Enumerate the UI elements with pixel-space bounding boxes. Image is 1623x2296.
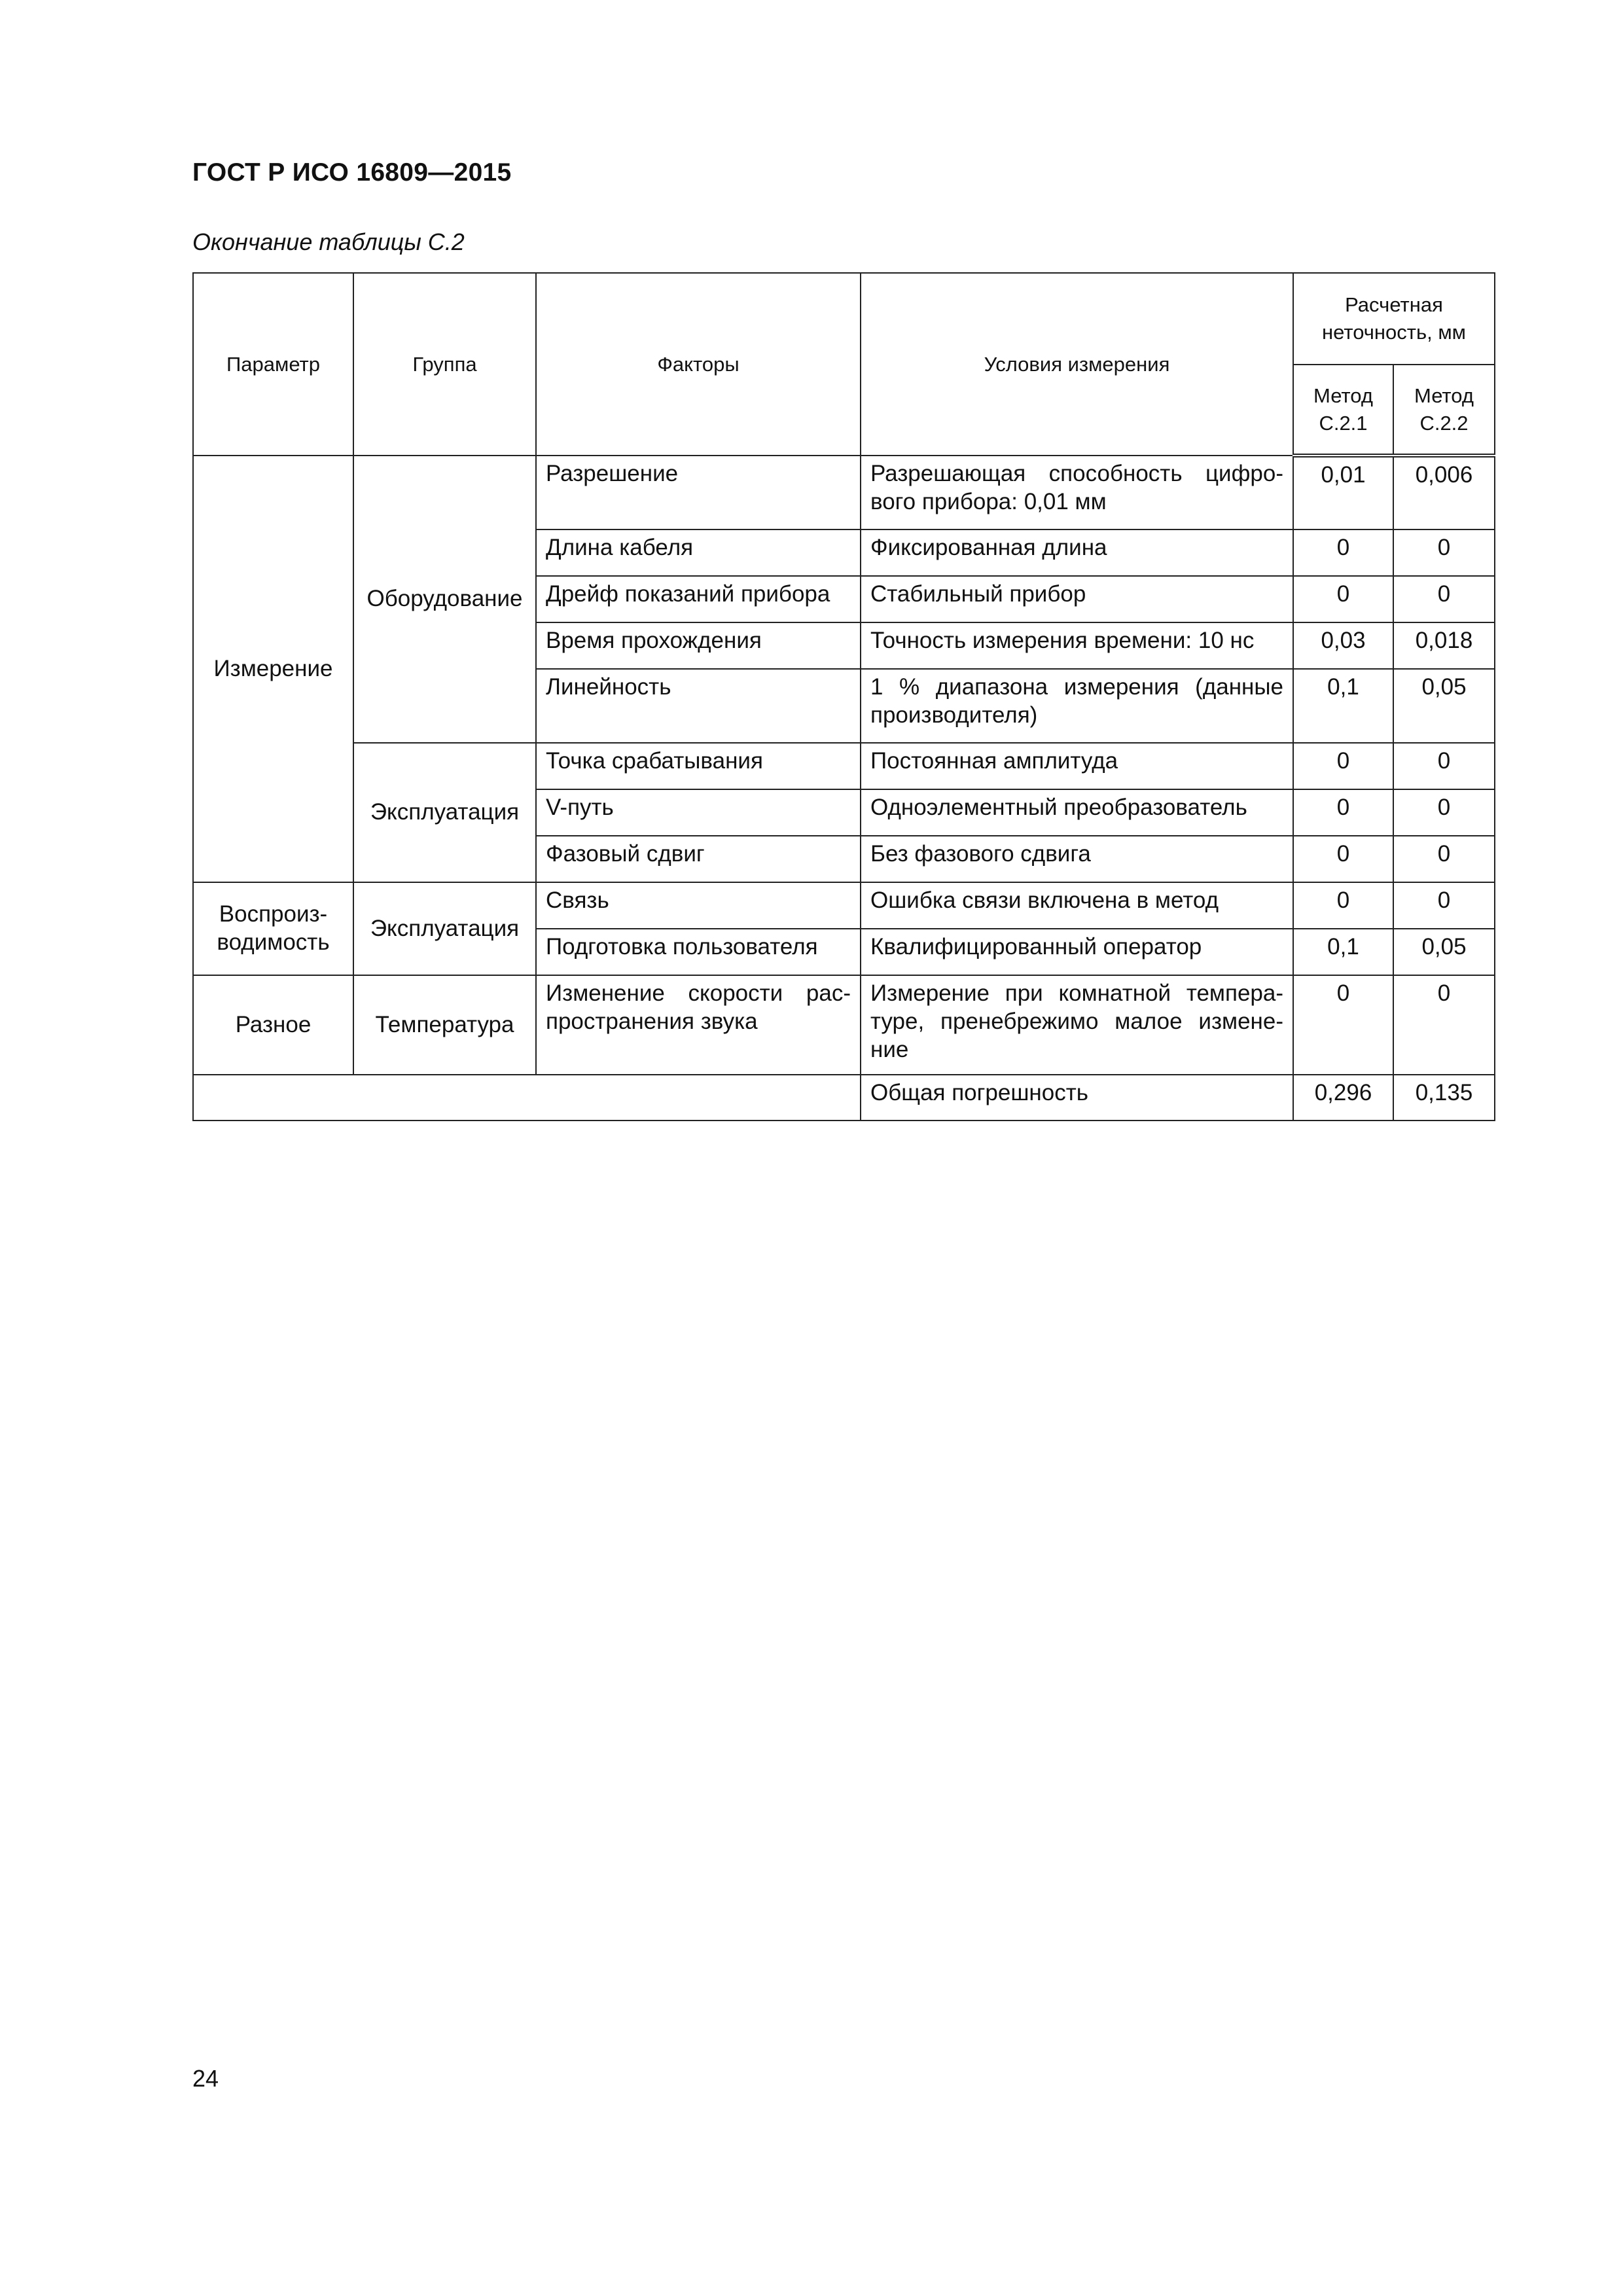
total-method1: 0,296 <box>1293 1075 1393 1121</box>
method2-value: 0 <box>1393 882 1495 929</box>
factor-cell: Точка срабатывания <box>536 743 861 789</box>
header-method-1: Метод С.2.1 <box>1293 365 1393 456</box>
table-row <box>193 743 1495 789</box>
param-reproducibility: Воспроиз-водимость <box>193 882 353 975</box>
method2-value: 0 <box>1393 975 1495 1075</box>
group-operation: Эксплуатация <box>353 743 536 882</box>
method2-value: 0 <box>1393 529 1495 576</box>
method1-value: 0 <box>1293 789 1393 836</box>
table-caption: Окончание таблицы С.2 <box>192 228 465 255</box>
condition-cell: Квалифицированный оператор <box>861 929 1293 975</box>
header-factors: Факторы <box>536 273 861 456</box>
method1-value: 0 <box>1293 836 1393 882</box>
table-row <box>193 975 1495 1075</box>
factor-cell: Линейность <box>536 669 861 743</box>
method1-value: 0 <box>1293 529 1393 576</box>
header-parameter: Параметр <box>193 273 353 456</box>
total-empty-cell <box>193 1075 861 1121</box>
uncertainty-table <box>192 272 1495 1121</box>
condition-cell: 1 % диапазона измерения (данные производителя) <box>861 669 1293 743</box>
factor-cell: Длина кабеля <box>536 529 861 576</box>
condition-cell: Ошибка связи включена в метод <box>861 882 1293 929</box>
method2-value: 0,018 <box>1393 622 1495 669</box>
condition-cell: Стабильный прибор <box>861 576 1293 622</box>
factor-cell: V-путь <box>536 789 861 836</box>
group-temperature: Температура <box>353 975 536 1075</box>
document-header: ГОСТ Р ИСО 16809—2015 <box>192 158 512 187</box>
table-row <box>193 882 1495 929</box>
method1-value: 0,03 <box>1293 622 1393 669</box>
factor-cell: Время прохождения <box>536 622 861 669</box>
method1-value: 0 <box>1293 882 1393 929</box>
condition-cell: Измерение при комнатной темпера-туре, пренебрежимо малое измене-ние <box>861 975 1293 1075</box>
method2-value: 0,05 <box>1393 669 1495 743</box>
header-uncertainty: Расчетная неточность, мм <box>1293 273 1495 365</box>
header-group: Группа <box>353 273 536 456</box>
total-row <box>193 1075 1495 1121</box>
group-equipment: Оборудование <box>353 456 536 743</box>
condition-cell: Точность измерения времени: 10 нс <box>861 622 1293 669</box>
method1-value: 0,01 <box>1293 456 1393 529</box>
factor-cell: Разрешение <box>536 456 861 529</box>
param-misc: Разное <box>193 975 353 1075</box>
factor-cell: Подготовка пользователя <box>536 929 861 975</box>
factor-cell: Фазовый сдвиг <box>536 836 861 882</box>
method2-value: 0 <box>1393 836 1495 882</box>
method1-value: 0 <box>1293 975 1393 1075</box>
condition-cell: Разрешающая способность цифро-вого прибора: 0,01 мм <box>861 456 1293 529</box>
method1-value: 0,1 <box>1293 669 1393 743</box>
condition-cell: Постоянная амплитуда <box>861 743 1293 789</box>
factor-cell: Связь <box>536 882 861 929</box>
header-conditions: Условия измерения <box>861 273 1293 456</box>
method2-value: 0 <box>1393 789 1495 836</box>
total-method2: 0,135 <box>1393 1075 1495 1121</box>
method1-value: 0,1 <box>1293 929 1393 975</box>
method1-value: 0 <box>1293 576 1393 622</box>
header-method-2: Метод С.2.2 <box>1393 365 1495 456</box>
table-row <box>193 456 1495 529</box>
condition-cell: Фиксированная длина <box>861 529 1293 576</box>
condition-cell: Одноэлементный преобразователь <box>861 789 1293 836</box>
method1-value: 0 <box>1293 743 1393 789</box>
total-label: Общая погрешность <box>861 1075 1293 1121</box>
condition-cell: Без фазового сдвига <box>861 836 1293 882</box>
method2-value: 0 <box>1393 576 1495 622</box>
method2-value: 0,05 <box>1393 929 1495 975</box>
param-measurement: Измерение <box>193 456 353 882</box>
factor-cell: Дрейф показаний прибора <box>536 576 861 622</box>
method2-value: 0,006 <box>1393 456 1495 529</box>
page-number: 24 <box>192 2065 219 2092</box>
method2-value: 0 <box>1393 743 1495 789</box>
factor-cell: Изменение скорости рас-пространения звука <box>536 975 861 1075</box>
group-operation: Эксплуатация <box>353 882 536 975</box>
